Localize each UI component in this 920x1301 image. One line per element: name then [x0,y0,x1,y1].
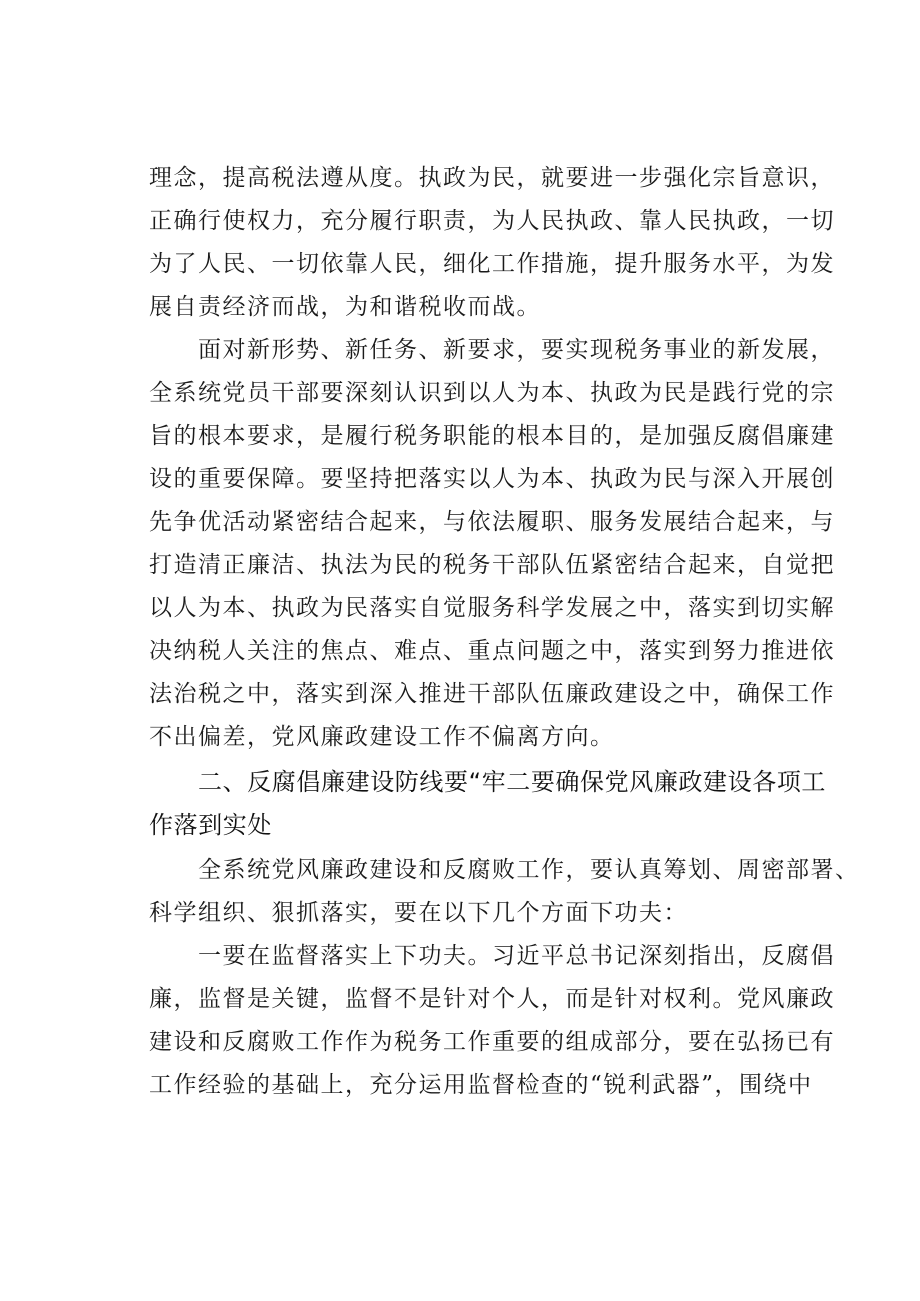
section-heading: 作落到实处 [149,811,272,839]
paragraph-line: 决纳税人关注的焦点、难点、重点问题之中，落实到努力推进依 [149,638,835,664]
paragraph-line: 旨的根本要求，是履行税务职能的根本目的，是加强反腐倡廉建 [149,423,835,449]
paragraph-line: 科学组织、狠抓落实，要在以下几个方面下功夫： [149,900,688,926]
paragraph-line: 全系统党员干部要深刻认识到以人为本、执政为民是践行党的宗 [149,380,835,406]
paragraph-line: 打造清正廉洁、执法为民的税务干部队伍紧密结合起来，自觉把 [149,552,835,578]
paragraph-line: 理念，提高税法遵从度。执政为民，就要进一步强化宗旨意识， [149,165,835,191]
paragraph-line: 正确行使权力，充分履行职责，为人民执政、靠人民执政，一切 [149,208,835,234]
paragraph-line: 面对新形势、新任务、新要求，要实现税务事业的新发展， [198,337,835,363]
paragraph-line: 一要在监督落实上下功夫。习近平总书记深刻指出，反腐倡 [198,943,835,969]
paragraph-line: 为了人民、一切依靠人民，细化工作措施，提升服务水平，为发 [149,251,835,277]
paragraph-line: 不出偏差，党风廉政建设工作不偏离方向。 [149,724,615,750]
paragraph-line: 先争优活动紧密结合起来，与依法履职、服务发展结合起来，与 [149,509,835,535]
section-heading: 二、反腐倡廉建设防线要“牢二要确保党风廉政建设各项工 [198,768,827,796]
paragraph-line: 全系统党风廉政建设和反腐败工作，要认真筹划、周密部署、 [198,857,860,883]
paragraph-line: 法治税之中，落实到深入推进干部队伍廉政建设之中，确保工作 [149,681,835,707]
paragraph-line: 廉，监督是关键，监督不是针对个人，而是针对权利。党风廉政 [149,986,835,1012]
paragraph-line: 以人为本、执政为民落实自觉服务科学发展之中，落实到切实解 [149,595,835,621]
paragraph-line: 工作经验的基础上，充分运用监督检查的“锐利武器”，围绕中 [149,1072,813,1098]
paragraph-line: 建设和反腐败工作作为税务工作重要的组成部分，要在弘扬已有 [149,1029,835,1055]
paragraph-line: 展自责经济而战，为和谐税收而战。 [149,294,541,320]
paragraph-line: 设的重要保障。要坚持把落实以人为本、执政为民与深入开展创 [149,466,835,492]
